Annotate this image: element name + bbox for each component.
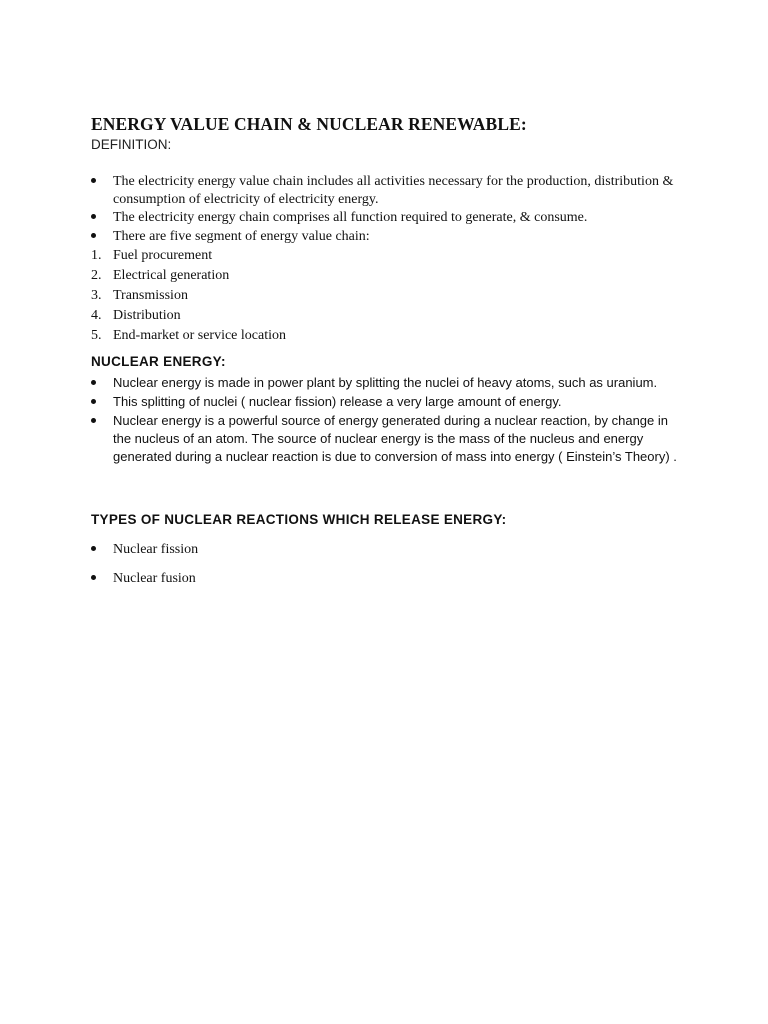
list-item bbox=[91, 374, 686, 392]
numbered-item bbox=[91, 246, 691, 266]
bullet-icon bbox=[91, 393, 113, 411]
bullet-text: This splitting of nuclei ( nuclear fission) release a very large amount of energy. bbox=[113, 394, 562, 409]
numbered-item bbox=[91, 266, 691, 286]
bullet-icon bbox=[91, 228, 113, 246]
segment-list bbox=[91, 246, 691, 346]
document-title: ENERGY VALUE CHAIN & NUCLEAR RENEWABLE: bbox=[91, 114, 527, 134]
item-text: Distribution bbox=[113, 308, 181, 323]
item-number: 4. bbox=[91, 308, 102, 323]
nuclear-energy-heading: NUCLEAR ENERGY: bbox=[91, 354, 226, 369]
definition-bullet-list bbox=[91, 173, 691, 245]
item-number: 3. bbox=[91, 288, 102, 303]
bullet-icon bbox=[91, 541, 113, 559]
types-heading: TYPES OF NUCLEAR REACTIONS WHICH RELEASE ENERGY: bbox=[91, 512, 507, 527]
list-item bbox=[91, 173, 691, 208]
bullet-text: The electricity energy value chain includes all activities necessary for the production, distribution & consumption of electricity of electricity energy. bbox=[113, 174, 674, 207]
bullet-text: The electricity energy chain comprises all function required to generate, & consume. bbox=[113, 210, 588, 225]
item-number: 1. bbox=[91, 248, 102, 263]
nuclear-bullet-list bbox=[91, 374, 686, 466]
bullet-icon bbox=[91, 570, 113, 588]
numbered-item bbox=[91, 326, 691, 346]
bullet-text: Nuclear fusion bbox=[113, 570, 196, 586]
bullet-icon bbox=[91, 173, 113, 191]
list-item bbox=[91, 228, 691, 246]
item-number: 2. bbox=[91, 268, 102, 283]
bullet-icon bbox=[91, 209, 113, 227]
definition-label: DEFINITION: bbox=[91, 137, 172, 152]
item-text: End-market or service location bbox=[113, 328, 286, 343]
list-item bbox=[91, 209, 691, 227]
item-text: Electrical generation bbox=[113, 268, 230, 283]
bullet-text: Nuclear energy is made in power plant by splitting the nuclei of heavy atoms, such as uranium. bbox=[113, 375, 658, 390]
types-bullet-list bbox=[91, 541, 691, 587]
item-text: Transmission bbox=[113, 288, 188, 303]
list-item bbox=[91, 541, 691, 559]
bullet-icon bbox=[91, 412, 113, 430]
bullet-text: Nuclear fission bbox=[113, 542, 199, 557]
list-item bbox=[91, 570, 691, 588]
list-item bbox=[91, 412, 686, 466]
numbered-item bbox=[91, 306, 691, 326]
bullet-icon bbox=[91, 374, 113, 392]
bullet-text: There are five segment of energy value chain: bbox=[113, 228, 370, 244]
numbered-item bbox=[91, 286, 691, 306]
item-number: 5. bbox=[91, 328, 102, 343]
bullet-text: Nuclear energy is a powerful source of energy generated during a nuclear reaction, by change in the nucleus of an atom. The source of nuclear energy is the mass of the nucleus and energy generated during a nuclear reaction is due to conversion of mass into energy ( Einstein’s Theory) . bbox=[113, 413, 677, 464]
item-text: Fuel procurement bbox=[113, 248, 213, 263]
list-item bbox=[91, 393, 686, 411]
